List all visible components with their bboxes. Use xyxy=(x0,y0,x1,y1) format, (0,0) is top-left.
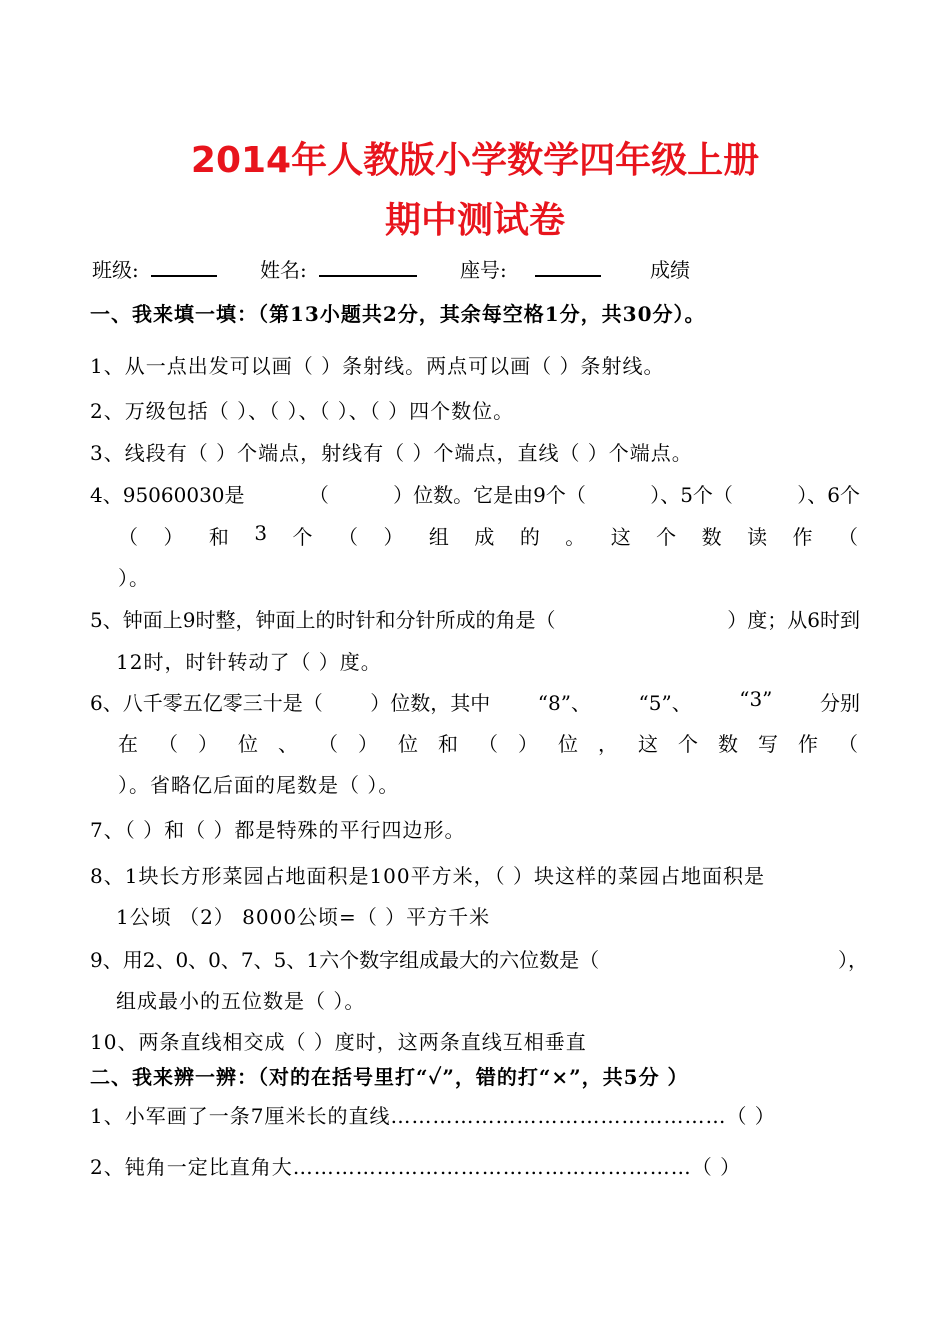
question-2-1: 1、小军画了一条7厘米长的直线…………………………………………（ ） xyxy=(90,1104,776,1128)
section1-heading: 一、我来填一填：（第13小题共2分，其余每空格1分，共30分）。 xyxy=(90,302,706,326)
section2-heading: 二、我来辨一辨：（对的在括号里打“✓”，错的打“×”，共5分 ） xyxy=(90,1065,689,1089)
question-1-9-line2: 组成最小的五位数是（ ）。 xyxy=(116,989,366,1013)
q6-char: 位 xyxy=(398,732,418,756)
q6-char: 位 xyxy=(558,732,578,756)
q6-char: 在 xyxy=(118,732,138,756)
score-field xyxy=(650,254,690,283)
q9-text: 9、用2、0、0、7、5、1六个数字组成最大的六位数是（ xyxy=(90,948,600,972)
q5-text: ）度；从6时到 xyxy=(727,608,860,632)
q4-char: （ xyxy=(118,525,138,549)
question-1-1: 1、从一点出发可以画（ ）条射线。两点可以画（ ）条射线。 xyxy=(90,354,665,378)
q6-char: ） xyxy=(358,732,378,756)
question-1-3: 3、线段有（ ）个端点，射线有（ ）个端点，直线（ ）个端点。 xyxy=(90,441,693,465)
question-1-6-line1 xyxy=(90,687,860,716)
q6-text: “3” xyxy=(739,687,773,711)
question-1-6-line3: ）。省略亿后面的尾数是（ ）。 xyxy=(118,773,400,797)
class-field xyxy=(92,254,217,283)
q6-text: “5”、 xyxy=(638,691,692,715)
q4-text: （ xyxy=(308,483,329,507)
question-1-5-line2: 12时，时针转动了（ ）度。 xyxy=(116,650,382,674)
q4-char: 个 xyxy=(656,525,677,549)
q4-char: 3 xyxy=(254,521,268,545)
name-blank[interactable] xyxy=(319,257,417,277)
class-blank[interactable] xyxy=(151,257,217,277)
q4-char: 作 xyxy=(792,525,813,549)
q6-char: 和 xyxy=(438,732,458,756)
q5-text: 5、钟面上9时整，钟面上的时针和分针所成的角是（ xyxy=(90,608,556,632)
q4-char: （ xyxy=(338,525,358,549)
q6-text: “8”、 xyxy=(537,691,591,715)
question-1-4-line2 xyxy=(118,521,858,550)
q6-char: ， xyxy=(598,732,618,756)
question-1-4-line3: ）。 xyxy=(118,566,150,590)
q4-char: 和 xyxy=(208,525,229,549)
seat-label: 座号: xyxy=(460,258,507,282)
q6-char: （ xyxy=(318,732,338,756)
q4-char: 读 xyxy=(747,525,768,549)
question-1-8-line1: 8、1块长方形菜园占地面积是100平方米，（ ）块这样的菜园占地面积是 xyxy=(90,864,765,888)
q4-char: 组 xyxy=(428,525,449,549)
question-1-2: 2、万级包括（ ）、（ ）、（ ）、（ ）四个数位。 xyxy=(90,399,515,423)
q6-text: ）位数，其中 xyxy=(370,691,491,715)
q6-char: ） xyxy=(198,732,218,756)
q4-char: ） xyxy=(383,525,404,549)
q4-char: 。 xyxy=(565,525,586,549)
question-1-4-line1 xyxy=(90,479,860,508)
q4-char: 成 xyxy=(474,525,495,549)
seat-field xyxy=(460,254,601,283)
q4-char: 这 xyxy=(610,525,631,549)
q4-text: 4、95060030是 xyxy=(90,483,245,507)
q6-char: ） xyxy=(518,732,538,756)
q6-char: 数 xyxy=(718,732,738,756)
q9-text: ）， xyxy=(838,948,868,972)
question-1-9-line1 xyxy=(90,944,868,973)
q6-text: 分别 xyxy=(819,691,860,715)
q4-char: （ xyxy=(837,525,858,549)
q4-char: 数 xyxy=(701,525,722,549)
class-label: 班级: xyxy=(92,258,139,282)
q4-text: ）、5个（ xyxy=(650,483,733,507)
question-1-8-line2: 1公顷 （2） 8000公顷=（ ）平方千米 xyxy=(116,905,491,929)
q6-char: 作 xyxy=(798,732,818,756)
question-1-6-line2 xyxy=(118,728,858,757)
exam-title-line1: 2014年人教版小学数学四年级上册 xyxy=(190,140,760,181)
q6-char: 这 xyxy=(638,732,658,756)
q4-char: ） xyxy=(163,525,184,549)
question-1-5-line1 xyxy=(90,604,860,633)
question-1-10: 10、两条直线相交成（ ）度时，这两条直线互相垂直 xyxy=(90,1030,587,1054)
question-1-7: 7、（ ）和（ ）都是特殊的平行四边形。 xyxy=(90,818,466,842)
q6-char: （ xyxy=(838,732,858,756)
q6-char: （ xyxy=(158,732,178,756)
question-2-2: 2、钝角一定比直角大…………………………………………………（ ） xyxy=(90,1155,742,1179)
q6-char: （ xyxy=(478,732,498,756)
q4-char: 个 xyxy=(292,525,313,549)
q6-char: 位 xyxy=(238,732,258,756)
seat-blank[interactable] xyxy=(535,257,601,277)
q6-char: 、 xyxy=(278,732,298,756)
q4-text: ）位数。它是由9个（ xyxy=(393,483,586,507)
q6-text: 6、八千零五亿零三十是（ xyxy=(90,691,323,715)
exam-title-line2: 期中测试卷 xyxy=(384,200,565,241)
score-label: 成绩 xyxy=(650,258,690,282)
q6-char: 写 xyxy=(758,732,778,756)
name-label: 姓名: xyxy=(260,258,307,282)
q6-char: 个 xyxy=(678,732,698,756)
name-field xyxy=(260,254,417,283)
q4-char: 的 xyxy=(519,525,540,549)
q4-text: ）、6个 xyxy=(797,483,860,507)
